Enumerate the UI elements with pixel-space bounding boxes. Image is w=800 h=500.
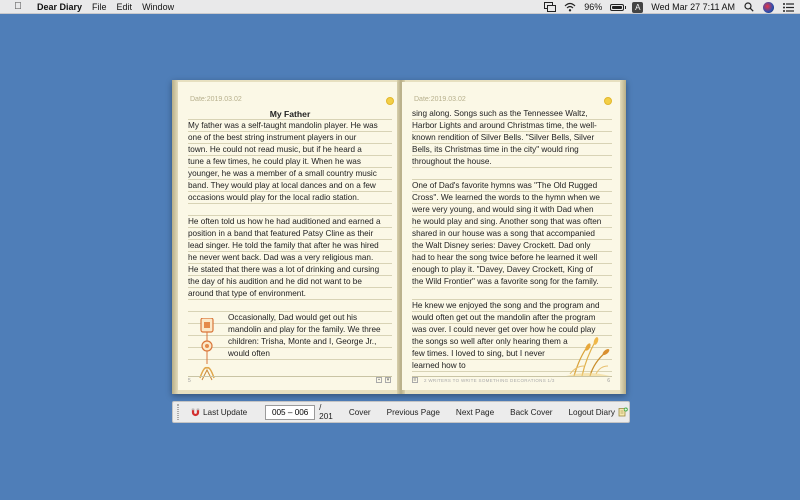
text-line: were very young, and would sing it with Dad when [412,205,594,214]
sun-icon [386,97,394,105]
blank-line [188,204,392,216]
right-page-date: Date:2019.03.02 [414,96,466,103]
menu-bar [0,0,800,14]
text-line: My father was a self-taught mandolin player. He was [188,121,378,130]
logout-label: Logout Diary [568,407,615,417]
diary-toolbar [172,401,630,423]
search-icon[interactable] [743,1,755,13]
text-line: would often [228,349,270,358]
back-cover-button[interactable]: Back Cover [510,407,553,417]
total-pages: / 201 [319,403,333,421]
toolbar-grip[interactable] [177,404,179,420]
text-line: one of the best string instrument players in our [188,133,357,142]
notification-center-icon[interactable] [782,1,794,13]
magnet-icon [191,408,200,417]
text-line: known rendition of Silver Bells. "Silver Bells, Silver [412,133,595,142]
text-line: town. He could not read music, but if he heard a [188,145,362,154]
page-range-input[interactable] [265,405,315,420]
left-page-number: 5 [188,378,191,384]
page-menu-icon[interactable]: ≡ [413,377,417,383]
text-line: throughout the house. [412,157,492,166]
text-line: occasions would play for the local radio station. [188,193,360,202]
last-update-label: Last Update [203,407,248,417]
text-line: Cross". We learned the words to the hymn when we [412,193,600,202]
text-line: mandolin and play for the family. We three [228,325,381,334]
page-options-icon[interactable]: ▪ [376,377,382,383]
text-line: tune a few times, he could play it. When he was [188,157,361,166]
file-menu[interactable]: File [92,1,107,12]
battery-fill [612,6,622,9]
input-source-icon[interactable]: A [632,2,643,13]
text-line: shared in our house was a song that accompanied [412,229,595,238]
text-line: lead singer. He told the family that after he was hired [188,241,379,250]
left-page-footer [188,376,392,384]
text-line: Bells, its Christmas time in the city" would ring [412,145,579,154]
text-line: sing along. Songs such as the Tennessee Waltz, [412,109,588,118]
next-page-button[interactable]: Next Page [455,407,495,417]
text-line: learned how to [412,361,466,370]
right-page-footer [412,376,612,384]
cover-button[interactable]: Cover [348,407,371,417]
blank-line [188,300,392,312]
screen-mirror-icon[interactable] [544,1,556,13]
clock[interactable]: Wed Mar 27 7:11 AM [651,2,735,12]
diary-add-icon [618,407,628,417]
status-area [544,0,794,14]
text-line: had to hear the song twice before he learned it well [412,253,598,262]
text-line: was over. I could never get over how he could play [412,325,596,334]
battery-icon[interactable] [610,4,624,11]
page-dropdown-icon[interactable]: ▾ [386,377,390,383]
text-line: He often told us how he had auditioned and earned a [188,217,381,226]
siri-icon[interactable] [763,2,774,13]
text-line: the Walt Disney series: Davey Crockett. Dad only [412,241,591,250]
text-line: few times. I loved to sing, but I never [412,349,545,358]
text-line: Harbor Lights and around Christmas time, the well- [412,121,597,130]
logout-diary-button[interactable] [564,407,631,417]
entry-title: My Father [269,109,311,119]
text-line: the songs so well after only hearing them a [412,337,568,346]
text-line: children: Trisha, Monte and I, George Jr., [228,337,377,346]
sun-icon [604,97,612,105]
stamp-decoration-icon [198,318,216,384]
apple-icon[interactable] [11,1,25,12]
app-menu[interactable]: Dear Diary [37,1,83,12]
battery-percent: 96% [584,2,603,12]
last-update-button[interactable] [187,408,251,417]
left-page[interactable] [178,82,400,390]
blank-line [412,288,612,300]
footer-hint: 2 WRITERS TO WRITE SOMETHING DECORATIONS 1/3 [424,378,555,383]
previous-page-button[interactable]: Previous Page [386,407,440,417]
text-line: He stated that there was a lot of drinking and cursing [188,265,380,274]
window-menu[interactable]: Window [142,1,175,12]
text-line: the day of his audition and he did not want to be [188,277,362,286]
wheat-decoration-icon [566,336,610,376]
text-line: band. They would play at local dances and on a few [188,181,376,190]
right-page[interactable] [402,82,620,390]
text-line: around that type of environment. [188,289,306,298]
text-line: He knew we enjoyed the song and the program and [412,301,600,310]
wifi-icon[interactable] [564,1,576,13]
text-line: enough to play it. "Davey, Davey Crockett, King of [412,265,593,274]
text-line: younger, he was a member of a small country music [188,169,377,178]
right-page-number: 6 [607,378,610,384]
text-line: Occasionally, Dad would get out his [228,313,358,322]
blank-line [412,168,612,180]
text-line: he never went back. Dad was a very religious man. [188,253,374,262]
text-line: position in a band that featured Patsy Cline as their [188,229,374,238]
text-line: would often get out the mandolin after the program [412,313,596,322]
text-line: he would play and sing. Another song that was often [412,217,602,226]
book-edge-right [620,80,626,394]
diary-book [172,80,626,394]
left-page-date: Date:2019.03.02 [190,96,242,103]
text-line: the Wild Frontier" was a favorite song for the family. [412,277,599,286]
text-line: One of Dad's favorite hymns was "The Old Rugged [412,181,598,190]
edit-menu[interactable]: Edit [116,1,133,12]
right-page-text[interactable] [412,108,612,372]
left-page-text[interactable] [188,108,392,360]
